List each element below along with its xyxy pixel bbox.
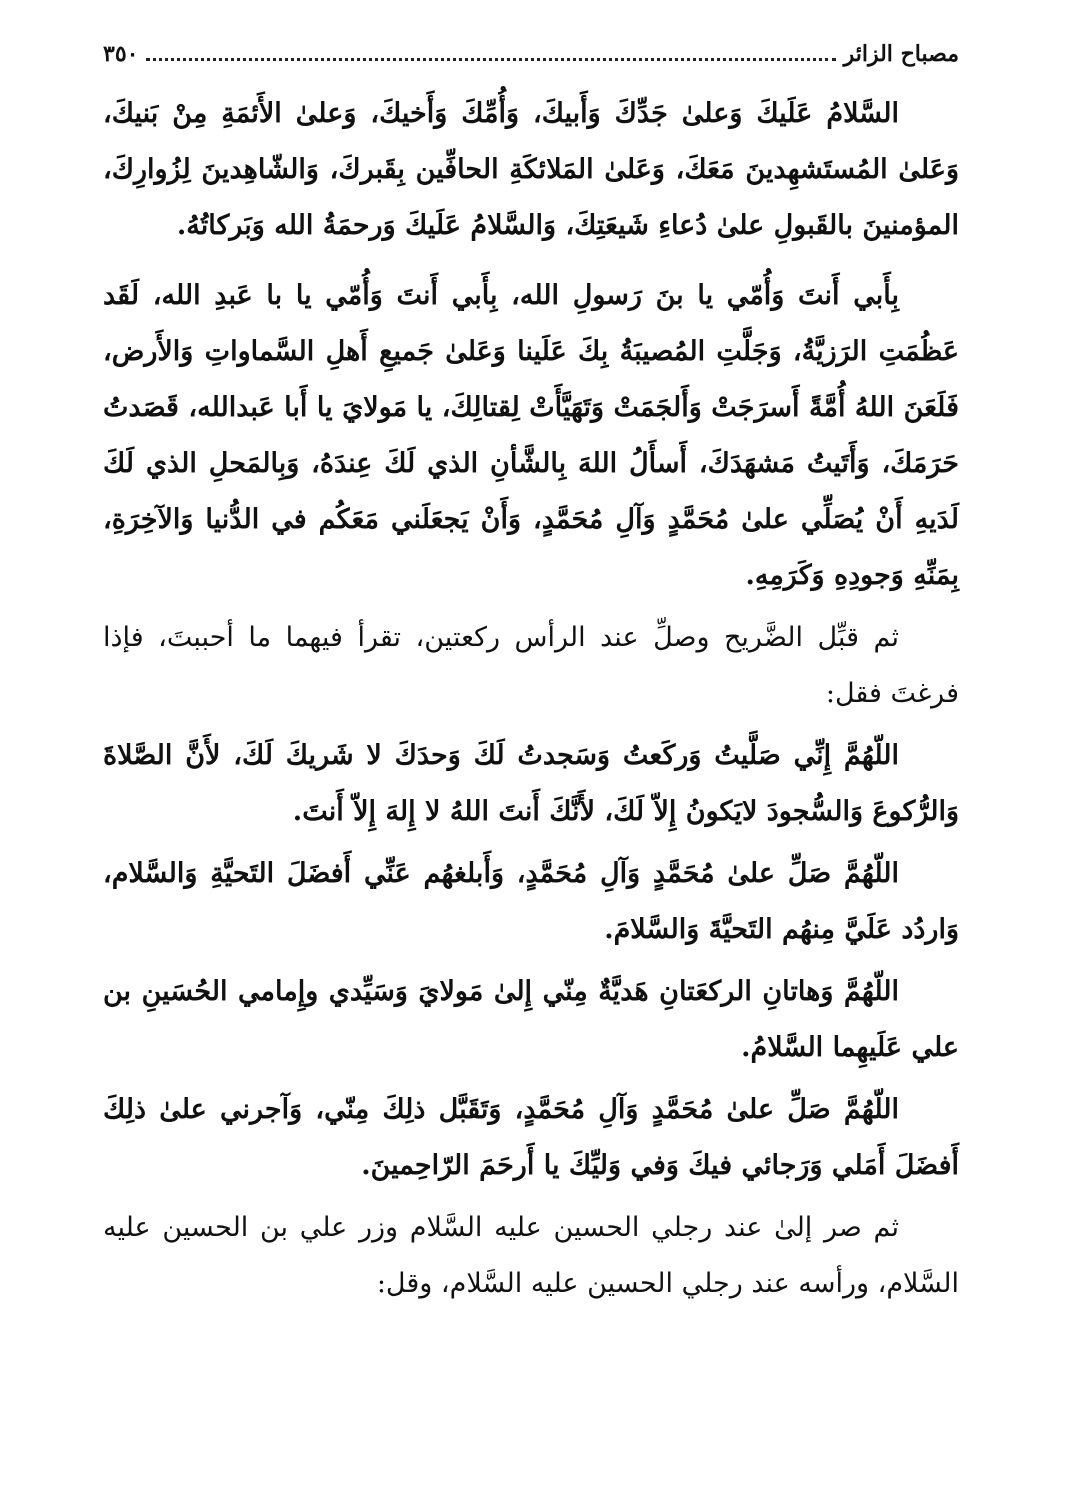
instruction-paragraph: ثم قبِّل الضَّريح وصلِّ عند الرأس ركعتين، تقرأ فيهما ما أحببتَ، فإذا فرغتَ فقل:	[103, 622, 959, 709]
prayer-paragraph-4: اللّهُمَّ صَلِّ علىٰ مُحَمَّدٍ وَآلِ مُحَمَّدٍ، وَتَقَبَّل ذلِكَ مِنّي، وَآجرني علىٰ ذلِكَ أَفضَلَ أَمَلي وَرَجائي فيكَ وَفي وَليِّكَ يا أَرحَمَ الرّاحِمينَ.	[103, 1094, 959, 1181]
salutation-paragraph: السَّلامُ عَلَيكَ وَعلىٰ جَدِّكَ وَأَبيكَ، وَأُمِّكَ وَأَخيكَ، وَعلىٰ الأَئمَةِ مِنْ بَنيكَ، وَعَلىٰ المُستَشهِدينَ مَعَكَ، وَعَلىٰ المَلائكَةِ الحافِّين بِقَبركَ، وَالشّاهِدينَ لِزُوارِكَ، المؤمنينَ بالقَبولِ علىٰ دُعاءِ شَيعَتِكَ، وَالسَّلامُ عَلَيكَ وَرحمَةُ الله وَبَركاتُهُ.	[103, 98, 959, 241]
prayer-paragraph-3: اللّهُمَّ وَهاتانِ الركعَتانِ هَديَّةٌ مِنّي إِلىٰ مَولايَ وَسَيِّدي وإِمامي الحُسَينِ بن علي عَلَيهِما السَّلامُ.	[103, 976, 959, 1063]
prayer-paragraph-1: اللّهُمَّ إِنِّي صَلَّيتُ وَركَعتُ وَسَجدتُ لَكَ وَحدَكَ لا شَريكَ لَكَ، لأَنَّ الصَّلاةَ وَالرُّكوعَ وَالسُّجودَ لايَكونُ إِلاّ لَكَ، لأَنَّكَ أَنتَ اللهُ لا إِلهَ إِلاّ أَنتَ.	[103, 740, 959, 827]
page-number: ٣٥٠	[103, 41, 139, 67]
dotted-leader	[146, 57, 835, 61]
prayer-paragraph-2: اللّهُمَّ صَلِّ علىٰ مُحَمَّدٍ وَآلِ مُحَمَّدٍ، وَأَبلغهُم عَنِّي أَفضَلَ التَحيَّةِ وَالسَّلام، وَاردُد عَلَيَّ مِنهُم التَحيَّةَ وَالسَّلامَ.	[103, 858, 959, 945]
supplication-paragraph: بِأَبي أَنتَ وَأُمّي يا بنَ رَسولِ الله، بِأَبي أَنتَ وَأُمّي يا با عَبدِ الله، لَقَد عَظُمَتِ الرَزيَّةُ، وَجَلَّتِ المُصيبَةُ بِكَ عَلَينا وَعَلىٰ جَميعِ أَهلِ السَّماواتِ وَالأَرض، فَلَعَنَ اللهُ أُمَّةً أَسرَجَتْ وَأَلجَمَتْ وَتَهَيَّأَتْ لِقتالِكَ، يا مَولايَ يا أَبا عَبدالله، قَصَدتُ حَرَمَكَ، وَأَتَيتُ مَشهَدَكَ، أَسأَلُ اللهَ بِالشَّأنِ الذي لَكَ عِندَهُ، وَبِالمَحلِ الذي لَكَ لَدَيهِ أَنْ يُصَلِّي علىٰ مُحَمَّدٍ وَآلِ مُحَمَّدٍ، وَأَنْ يَجعَلَني مَعَكُم في الدُّنيا وَالآخِرَةِ، بِمَنِّهِ وَجودِهِ وَكَرَمِهِ.	[103, 280, 959, 591]
page-header	[103, 36, 959, 72]
running-title: مصباح الزائر	[843, 41, 959, 67]
closing-instruction-paragraph: ثم صر إلىٰ عند رجلي الحسين عليه السَّلام وزر علي بن الحسين عليه السَّلام، ورأسه عند رجلي الحسين عليه السَّلام، وقل:	[103, 1212, 959, 1299]
